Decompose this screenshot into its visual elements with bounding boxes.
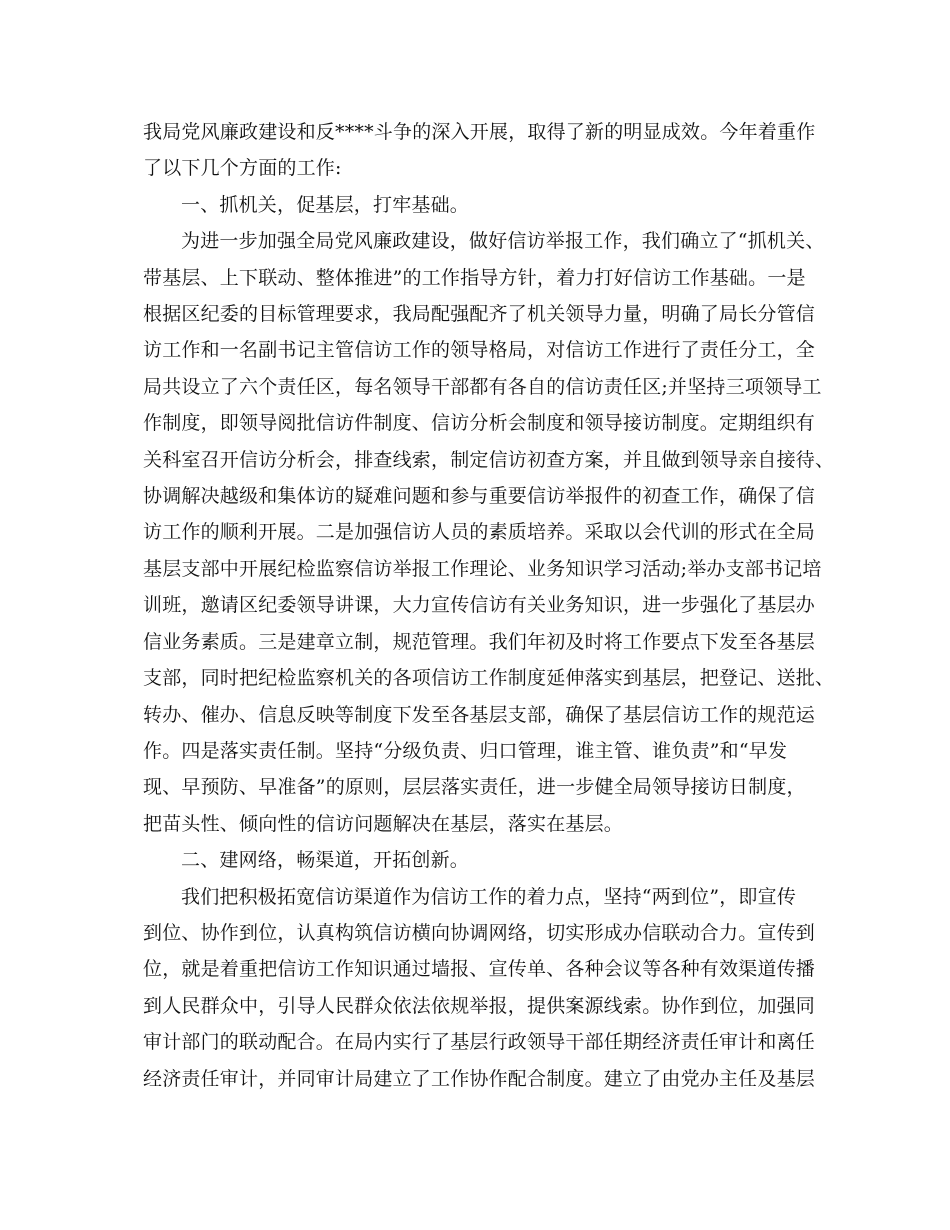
- text-line: 到位、协作到位，认真构筑信访横向协调网络，切实形成办信联动合力。宣传到: [143, 921, 816, 944]
- text-line: 为进一步加强全局党风廉政建设，做好信访举报工作，我们确立了“抓机关、: [181, 230, 825, 253]
- text-line: 转办、催办、信息反映等制度下发至各基层支部，确保了基层信访工作的规范运: [143, 703, 816, 726]
- text-line: 把苗头性、倾向性的信访问题解决在基层，落实在基层。: [143, 812, 624, 835]
- text-line: 审计部门的联动配合。在局内实行了基层行政领导干部任期经济责任审计和离任: [143, 1031, 816, 1054]
- text-line: 局共设立了六个责任区，每名领导干部都有各自的信访责任区;并坚持三项领导工: [143, 375, 822, 398]
- text-line: 作。四是落实责任制。坚持“分级负责、归口管理，谁主管、谁负责”和“早发: [143, 739, 788, 762]
- section-heading: 一、抓机关，促基层，打牢基础。: [181, 193, 470, 216]
- text-line: 访工作的顺利开展。二是加强信访人员的素质培养。采取以会代训的形式在全局: [143, 521, 816, 544]
- text-line: 我们把积极拓宽信访渠道作为信访工作的着力点，坚持“两到位”，即宣传: [181, 885, 797, 908]
- text-line: 位，就是着重把信访工作知识通过墙报、宣传单、各种会议等各种有效渠道传播: [143, 958, 816, 981]
- section-heading: 二、建网络，畅渠道，开拓创新。: [181, 849, 470, 872]
- text-line: 关科室召开信访分析会，排查线索，制定信访初查方案，并且做到领导亲自接待、: [143, 448, 835, 471]
- text-line: 带基层、上下联动、整体推进”的工作指导方针，着力打好信访工作基础。一是: [143, 266, 806, 289]
- text-line: 基层支部中开展纪检监察信访举报工作理论、业务知识学习活动;举办支部书记培: [143, 557, 822, 580]
- document-body: [143, 114, 835, 1097]
- text-line: 根据区纪委的目标管理要求，我局配强配齐了机关领导力量，明确了局长分管信: [143, 303, 816, 326]
- text-line: 我局党风廉政建设和反****斗争的深入开展，取得了新的明显成效。今年着重作: [143, 121, 816, 143]
- text-line: 协调解决越级和集体访的疑难问题和参与重要信访举报件的初查工作，确保了信: [143, 485, 816, 508]
- text-line: 了以下几个方面的工作:: [143, 157, 342, 180]
- text-line: 访工作和一名副书记主管信访工作的领导格局，对信访工作进行了责任分工，全: [143, 339, 816, 362]
- text-line: 现、早预防、早准备”的原则，层层落实责任，进一步健全局领导接访日制度，: [143, 776, 806, 799]
- text-line: 信业务素质。三是建章立制，规范管理。我们年初及时将工作要点下发至各基层: [143, 630, 816, 653]
- text-line: 到人民群众中，引导人民群众依法依规举报，提供案源线索。协作到位，加强同: [143, 994, 816, 1017]
- text-line: 支部，同时把纪检监察机关的各项信访工作制度延伸落实到基层，把登记、送批、: [143, 667, 835, 690]
- text-line: 经济责任审计，并同审计局建立了工作协作配合制度。建立了由党办主任及基层: [143, 1067, 816, 1090]
- text-line: 训班，邀请区纪委领导讲课，大力宣传信访有关业务知识，进一步强化了基层办: [143, 594, 816, 617]
- text-line: 作制度，即领导阅批信访件制度、信访分析会制度和领导接访制度。定期组织有: [143, 412, 816, 435]
